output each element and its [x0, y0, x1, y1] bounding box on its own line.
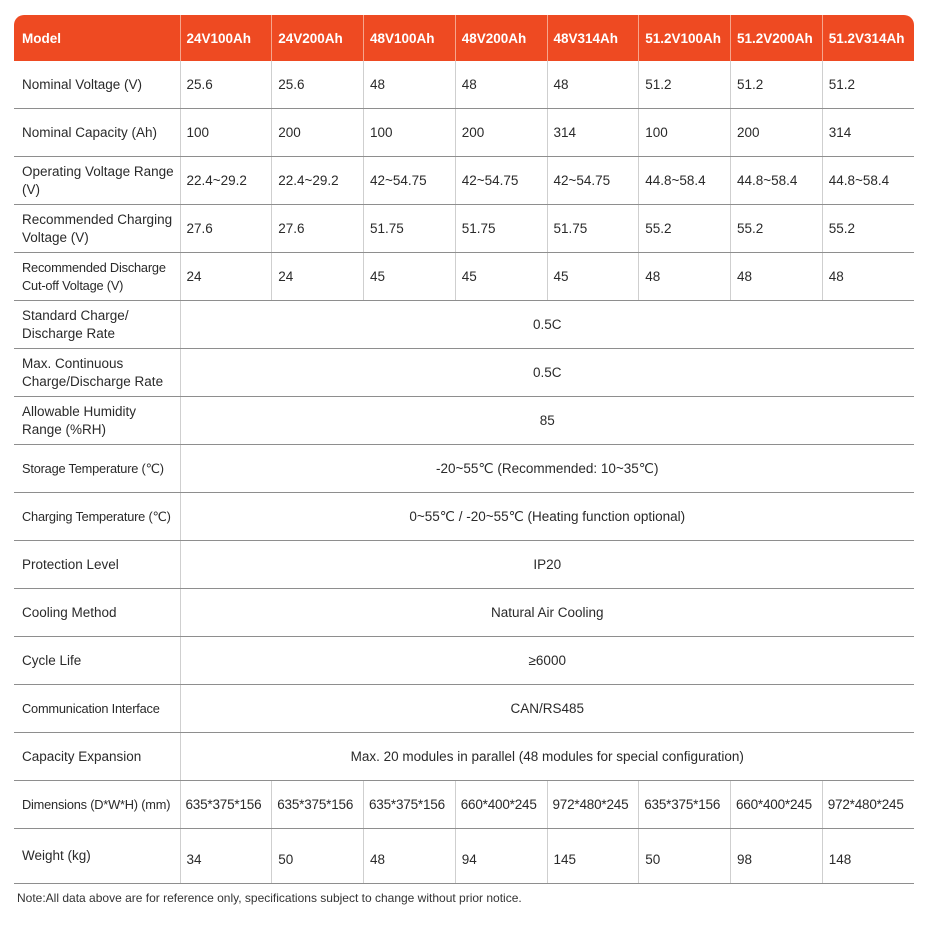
row-label: Recommended Discharge Cut-off Voltage (V) [14, 253, 180, 301]
row-label: Allowable Humidity Range (%RH) [14, 397, 180, 445]
row-label: Operating Voltage Range (V) [14, 157, 180, 205]
table-cell: 24 [180, 253, 272, 301]
table-cell: 24 [272, 253, 364, 301]
table-cell: 48 [364, 829, 456, 884]
table-cell: 27.6 [272, 205, 364, 253]
merged-cell: 0.5C [180, 349, 914, 397]
table-cell: 50 [272, 829, 364, 884]
table-cell: 48 [455, 61, 547, 109]
table-cell: 200 [731, 109, 823, 157]
table-cell: 48 [731, 253, 823, 301]
row-protection [14, 541, 914, 589]
merged-cell: ≥6000 [180, 637, 914, 685]
table-cell: 972*480*245 [822, 781, 914, 829]
row-label: Cycle Life [14, 637, 180, 685]
row-standard-rate [14, 301, 914, 349]
table-cell: 660*400*245 [731, 781, 823, 829]
table-cell: 51.2 [731, 61, 823, 109]
table-cell: 45 [455, 253, 547, 301]
table-cell: 44.8~58.4 [639, 157, 731, 205]
table-cell: 51.75 [455, 205, 547, 253]
row-label: Communication Interface [14, 685, 180, 733]
merged-cell: 0~55℃ / -20~55℃ (Heating function optional) [180, 493, 914, 541]
table-cell: 635*375*156 [180, 781, 272, 829]
header-48v100ah: 48V100Ah [364, 15, 456, 61]
row-label: Recommended Charging Voltage (V) [14, 205, 180, 253]
table-cell: 55.2 [731, 205, 823, 253]
table-cell: 42~54.75 [455, 157, 547, 205]
row-nominal-capacity [14, 109, 914, 157]
row-label: Nominal Voltage (V) [14, 61, 180, 109]
table-cell: 48 [364, 61, 456, 109]
table-cell: 94 [455, 829, 547, 884]
table-cell: 972*480*245 [547, 781, 639, 829]
table-cell: 148 [822, 829, 914, 884]
table-cell: 98 [731, 829, 823, 884]
table-cell: 51.75 [547, 205, 639, 253]
row-label: Capacity Expansion [14, 733, 180, 781]
merged-cell: IP20 [180, 541, 914, 589]
table-cell: 50 [639, 829, 731, 884]
table-cell: 55.2 [822, 205, 914, 253]
row-label: Protection Level [14, 541, 180, 589]
header-24v200ah: 24V200Ah [272, 15, 364, 61]
table-cell: 22.4~29.2 [180, 157, 272, 205]
row-nominal-voltage [14, 61, 914, 109]
row-label: Charging Temperature (℃) [14, 493, 180, 541]
table-cell: 48 [822, 253, 914, 301]
merged-cell: 85 [180, 397, 914, 445]
header-24v100ah: 24V100Ah [180, 15, 272, 61]
table-cell: 635*375*156 [639, 781, 731, 829]
table-cell: 145 [547, 829, 639, 884]
table-cell: 100 [639, 109, 731, 157]
table-cell: 635*375*156 [272, 781, 364, 829]
merged-cell: 0.5C [180, 301, 914, 349]
table-cell: 22.4~29.2 [272, 157, 364, 205]
merged-cell: -20~55℃ (Recommended: 10~35℃) [180, 445, 914, 493]
row-operating-voltage [14, 157, 914, 205]
table-cell: 34 [180, 829, 272, 884]
merged-cell: Max. 20 modules in parallel (48 modules for special configuration) [180, 733, 914, 781]
table-cell: 45 [547, 253, 639, 301]
table-cell: 51.75 [364, 205, 456, 253]
table-cell: 200 [455, 109, 547, 157]
table-cell: 51.2 [639, 61, 731, 109]
header-model: Model [14, 15, 180, 61]
header-51-2v100ah: 51.2V100Ah [639, 15, 731, 61]
table-cell: 48 [547, 61, 639, 109]
row-cycle-life [14, 637, 914, 685]
header-row [14, 15, 914, 61]
row-charging-temp [14, 493, 914, 541]
row-label: Max. Continuous Charge/Discharge Rate [14, 349, 180, 397]
table-cell: 660*400*245 [455, 781, 547, 829]
row-label: Storage Temperature (℃) [14, 445, 180, 493]
table-cell: 314 [822, 109, 914, 157]
row-label: Weight (kg) [14, 829, 180, 884]
footnote: Note:All data above are for reference only, specifications subject to change without prior notice. [17, 891, 522, 905]
table-cell: 25.6 [180, 61, 272, 109]
merged-cell: CAN/RS485 [180, 685, 914, 733]
row-dimensions [14, 781, 914, 829]
header-48v200ah: 48V200Ah [455, 15, 547, 61]
table-cell: 635*375*156 [364, 781, 456, 829]
table-cell: 42~54.75 [364, 157, 456, 205]
table-cell: 42~54.75 [547, 157, 639, 205]
table-cell: 44.8~58.4 [731, 157, 823, 205]
table-cell: 100 [180, 109, 272, 157]
row-label: Nominal Capacity (Ah) [14, 109, 180, 157]
table-cell: 25.6 [272, 61, 364, 109]
table-cell: 27.6 [180, 205, 272, 253]
row-label: Standard Charge/ Discharge Rate [14, 301, 180, 349]
header-51-2v200ah: 51.2V200Ah [731, 15, 823, 61]
row-label: Cooling Method [14, 589, 180, 637]
table-cell: 51.2 [822, 61, 914, 109]
spec-table [14, 15, 914, 884]
row-max-rate [14, 349, 914, 397]
table-cell: 314 [547, 109, 639, 157]
header-51-2v314ah: 51.2V314Ah [822, 15, 914, 61]
row-humidity [14, 397, 914, 445]
table-cell: 45 [364, 253, 456, 301]
row-communication [14, 685, 914, 733]
spec-table-container [14, 15, 914, 884]
table-cell: 200 [272, 109, 364, 157]
table-cell: 55.2 [639, 205, 731, 253]
row-storage-temp [14, 445, 914, 493]
merged-cell: Natural Air Cooling [180, 589, 914, 637]
header-48v314ah: 48V314Ah [547, 15, 639, 61]
table-cell: 48 [639, 253, 731, 301]
row-label: Dimensions (D*W*H) (mm) [14, 781, 180, 829]
row-expansion [14, 733, 914, 781]
row-discharge-cutoff [14, 253, 914, 301]
row-weight [14, 829, 914, 884]
table-cell: 44.8~58.4 [822, 157, 914, 205]
row-charging-voltage [14, 205, 914, 253]
row-cooling [14, 589, 914, 637]
table-cell: 100 [364, 109, 456, 157]
